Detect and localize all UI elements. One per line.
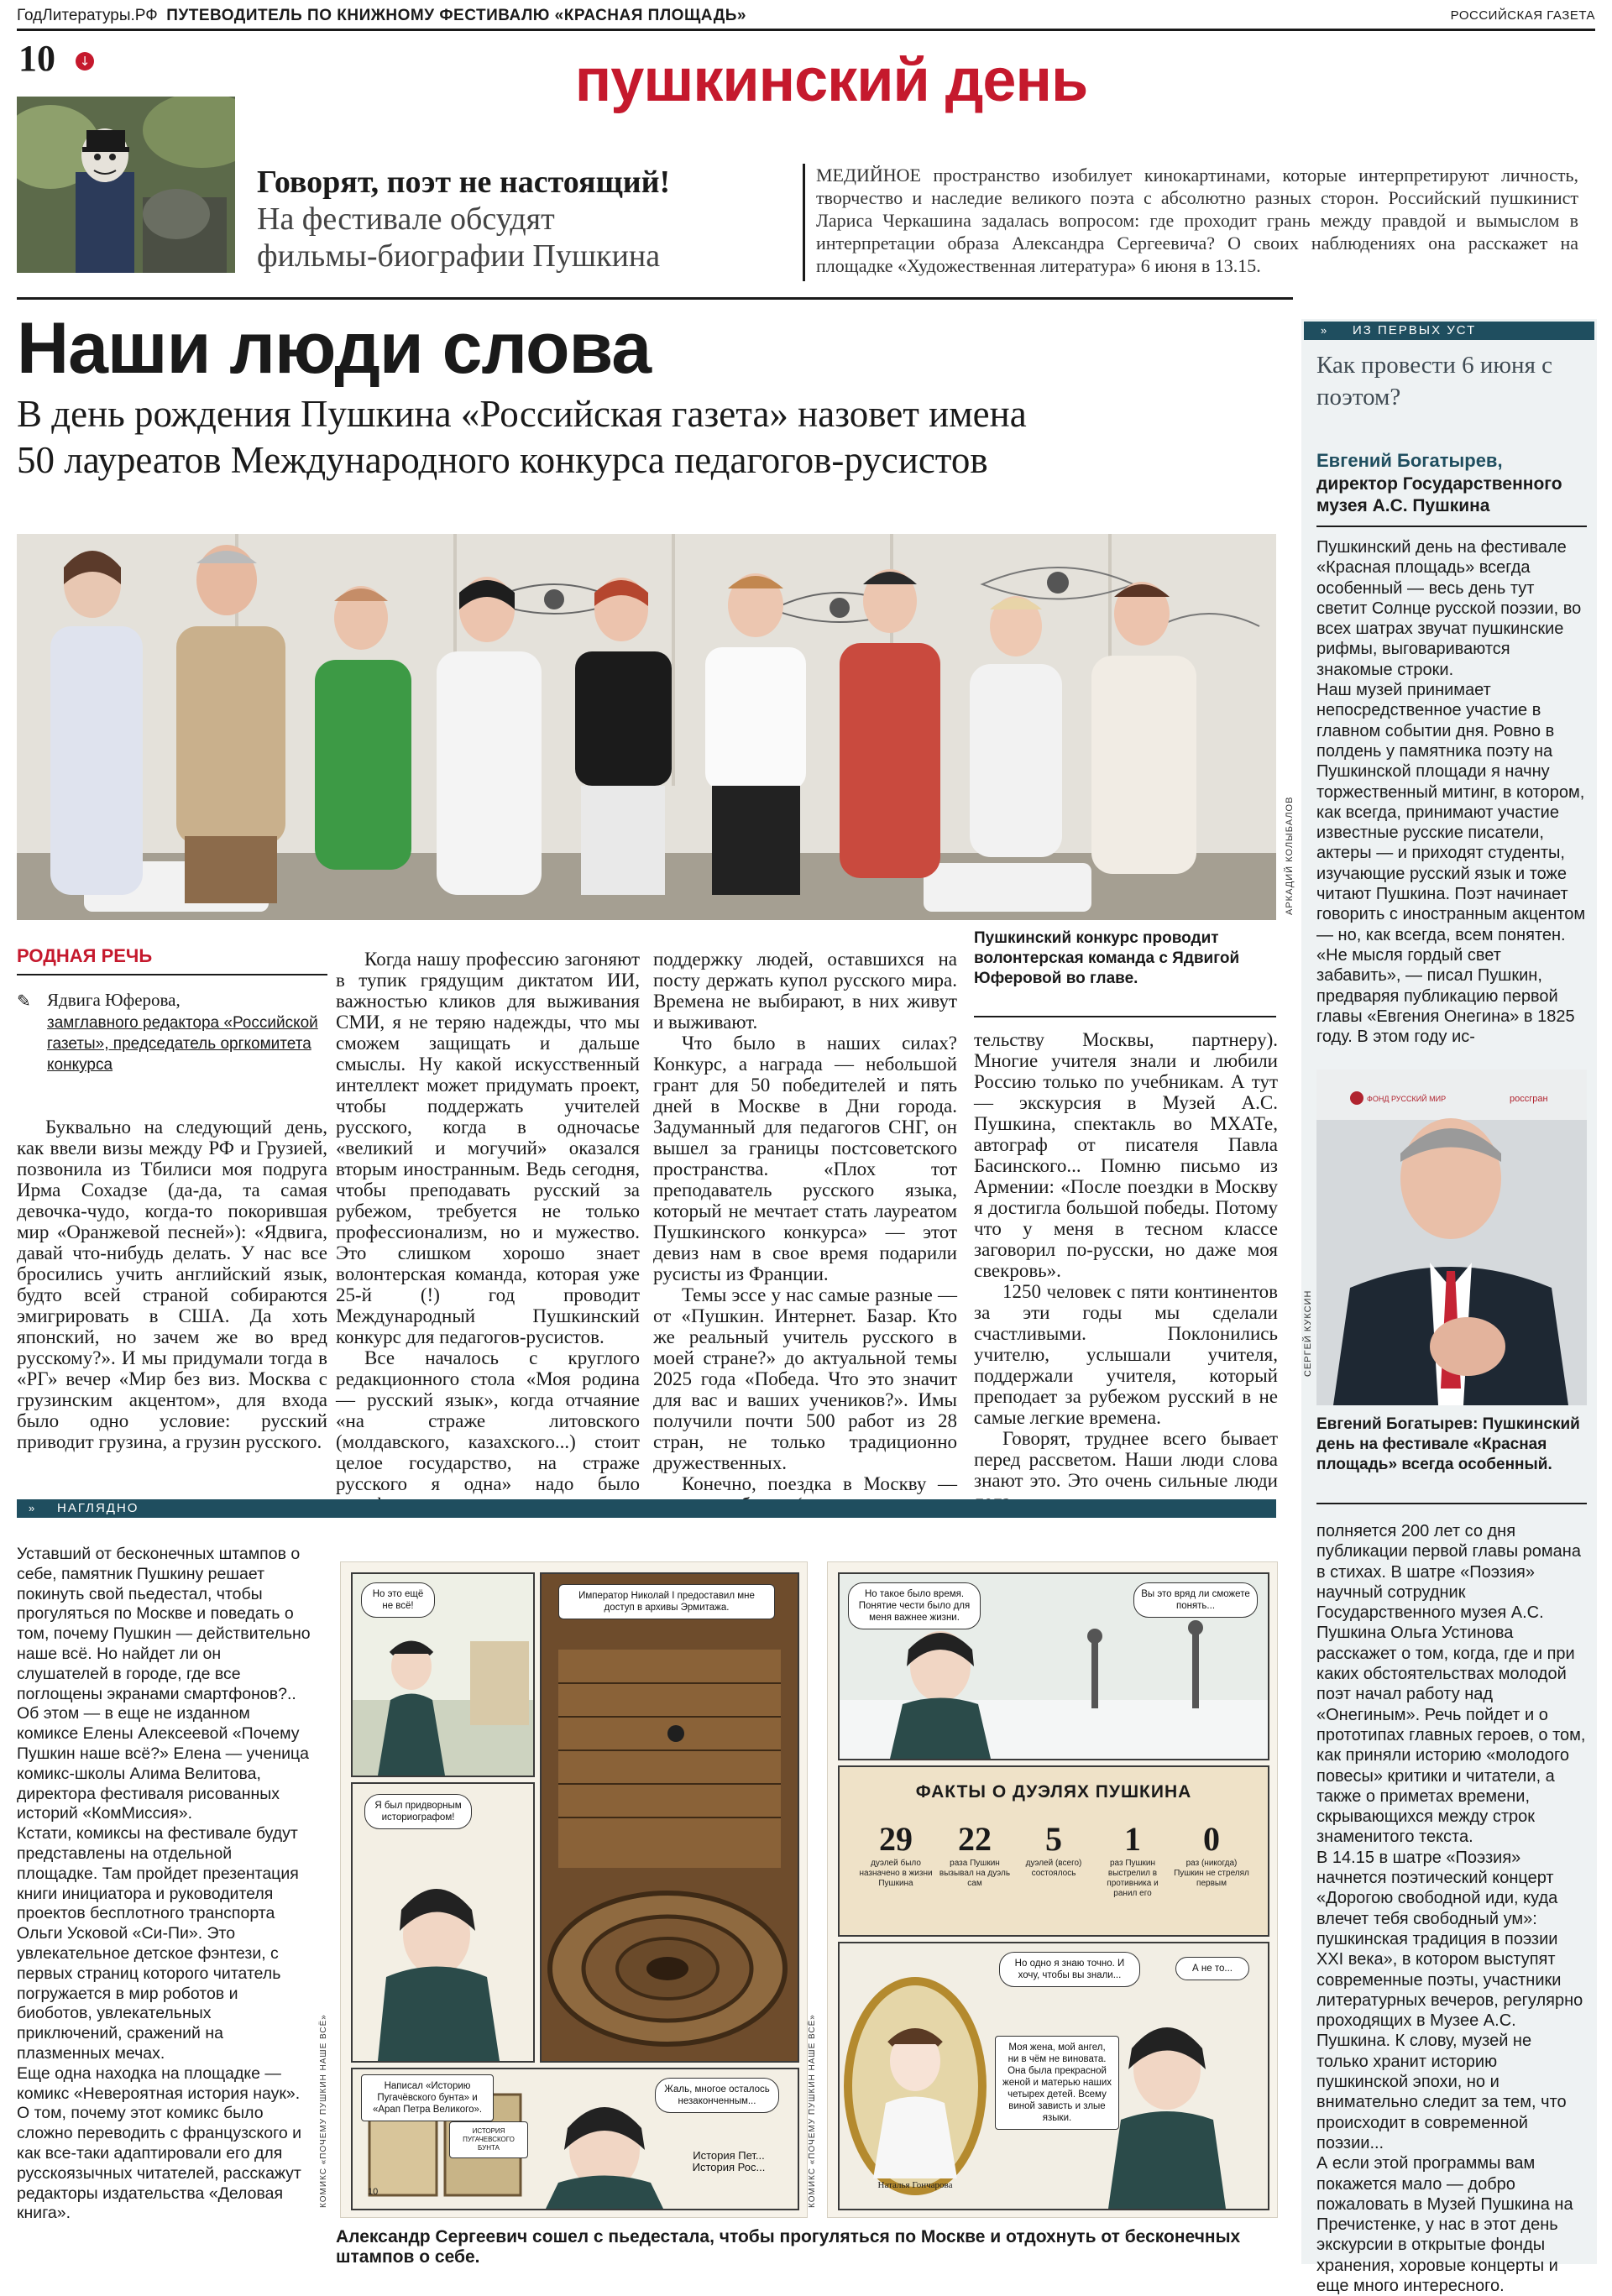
comic-panel-5 <box>838 1572 1269 1760</box>
library-spiral <box>542 1574 798 2061</box>
sidebar-paragraph-4: полняется 200 лет со дня публикации первой главы романа в стихах. В шатре «Поэзия» научный сотрудник Государственного музея А.С. Пушкина Ольга Устинова расскажет о том, когда, где и при каких обстоятельствах молодой поэт начал работу над «Онегиным». Речь пойдет и о прототипах главных героев, о том, как приняли историю «молодого повесы» критики и читатели, а также о приметах времени, скрывающихся между строк знаменитого текста. <box>1316 1522 1586 1847</box>
sidebar-paragraph-3: «Не мысля гордый свет забавить», — писал Пушкин, предваряя публикацию первой главы «Евгения Онегина» в 1825 году. В этом году ис- <box>1316 945 1575 1047</box>
portrait-name-plate: Наталья Гончарова <box>877 2180 953 2190</box>
sidebar-person-position: директор Государственного музея А.С. Пушкина <box>1316 474 1562 515</box>
caption-rule <box>974 1016 1276 1017</box>
guide-title: ПУТЕВОДИТЕЛЬ ПО КНИЖНОМУ ФЕСТИВАЛЮ «КРАСНАЯ ПЛОЩАДЬ» <box>166 7 746 24</box>
section-label[interactable]: РОДНАЯ РЕЧЬ <box>17 945 153 966</box>
fact-label: дуэлей было назначено в жизни Пушкина <box>859 1859 933 1888</box>
fact-number: 22 <box>958 1820 992 1858</box>
article-column-2 <box>336 949 640 1515</box>
fact-number: 29 <box>879 1820 913 1858</box>
page-number: 10 <box>18 38 55 79</box>
rubric-title: пушкинский день <box>574 47 1088 114</box>
publication-name: РОССИЙСКАЯ ГАЗЕТА <box>1450 8 1595 23</box>
deck-line-2: 50 лауреатов Международного конкурса педагогов-русистов <box>17 439 988 481</box>
sidebar-paragraph-6: А если этой программы вам покажется мало — добро пожаловать в Музей Пушкина на Пречистенке, у нас в этот день экскурсии в открытые фонды хранения, хоровые концерты и еще много интересного. <box>1316 2154 1573 2295</box>
comic-credit-left: КОМИКС «ПОЧЕМУ ПУШКИН НАШЕ ВСЁ» <box>319 2014 328 2208</box>
comic-bubble-7: Но такое было время. Понятие чести было для меня важнее жизни. <box>848 1582 981 1629</box>
top-rule <box>17 29 1595 31</box>
col4-paragraph-2: 1250 человек с пяти континентов за эти годы мы сделали счастливыми. Поклонились учителю, услышали учителя, поддержали учителя, который преподает за рубежом русский в не самые легкие времена. <box>974 1281 1278 1428</box>
comic-bubble-2: Я был придворным историографом! <box>364 1794 472 1829</box>
col3-paragraph-3: Темы эссе у нас самые разные — от «Пушкин. Интернет. Базар. Кто же реальный учитель русского в моей стране?» до актуальной темы 2025 года «Победа. Что это значит для вас и ваших учеников?». Имы получили почти 500 работ из 28 стран, не только традиционно дружественных. <box>653 1284 957 1473</box>
nagliadno-paragraph-3: Кстати, комиксы на фестивале будут представлены на отдельной площадке. Там пройдет презентация книги инициатора и руководителя проектов бесплотного транспорта Ольги Усковой «Си-Пи». Это увлекательное детское фэнтези, с первых страниц которого читатель погружается в мир роботов и биоботов, увлекательных приключений, сражений на плазменных мечах. <box>17 1824 299 2063</box>
fact-item <box>937 1819 1013 1889</box>
col2-paragraph-2: Все началось с круглого редакционного стола «Моя родина — русский язык», когда отчаяние «на страже литовского (молдавского, казахского...) стоит целое государство, на страже русского я одна» надо было <box>336 1347 640 1494</box>
comic-panel-3 <box>540 1572 799 2063</box>
article-headline[interactable]: Наши люди слова <box>17 308 652 389</box>
nagliadno-text <box>17 1545 316 2224</box>
sidebar-tag-label: ИЗ ПЕРВЫХ УСТ <box>1353 323 1477 337</box>
article-deck <box>17 391 1276 484</box>
nagliadno-bar <box>17 1499 1276 1518</box>
col4-paragraph-1: тельству Москвы, партнеру). Многие учителя знали и любили Россию только по учебникам. А тут — экскурсия в Музей А.С. Пушкина, спектакль во МХАТе, автограф от писателя Павла Басинского... Помню письмо из Армении: «После поездки в Москву я достигла большой победы. Потому что у меня в тесном классе заговорил по-русски, но даже моя свекровь». <box>974 1029 1278 1281</box>
deck-line-1: В день рождения Пушкина «Российская газета» назовет имена <box>17 393 1027 435</box>
sidebar-person-name[interactable]: Евгений Богатырев, <box>1316 450 1503 471</box>
top-bar <box>17 7 1595 27</box>
duel-facts-panel <box>838 1765 1269 1937</box>
col3-paragraph-2: Что было в наших силах? Конкурс, а награда — небольшой грант для 50 победителей и пять дней в Москве в Дни города. Задуманный для педагогов СНГ, он вышел за границы постсоветского пространства. «Плох тот преподаватель русского языка, который не мечтает стать лауреатом Пушкинского конкурса» — этот девиз нам в свое время подарили русисты из Франции. <box>653 1033 957 1284</box>
duel-facts-row <box>858 1819 1249 1928</box>
teaser-headline-block <box>257 164 794 275</box>
fact-number: 5 <box>1045 1820 1062 1858</box>
fact-item <box>1095 1819 1170 1899</box>
fact-number: 0 <box>1203 1820 1220 1858</box>
sidebar-paragraph-1: Пушкинский день на фестивале «Красная площадь» всегда особенный — весь день тут светит Солнце русской поэзии, во всех шатрах звучат пушкинские рифмы, выговариваются знакомые строки. <box>1316 538 1582 679</box>
teaser-subhead-2: фильмы-биографии Пушкина <box>257 238 661 274</box>
article-column-3 <box>653 949 957 1515</box>
comic-bubble-10: А не то... <box>1175 1957 1249 1980</box>
sidebar-text-bottom <box>1316 1521 1587 2296</box>
comic-panel-6 <box>838 1942 1269 2210</box>
author-name[interactable]: Ядвига Юферова, <box>47 990 181 1010</box>
group-photo-illustration <box>17 534 1276 920</box>
section-rule <box>17 974 327 975</box>
comic-bubble-8: Вы это вряд ли сможете понять... <box>1133 1582 1258 1618</box>
col1-paragraph: Буквально на следующий день, как ввели визы между РФ и Грузией, позвонила из Тбилиси моя подруга Ирма Сохадзе (да-да, та самая девочка-чудо, когда-то покорившая мир «Оранжевой песней»): «Ядвига, давай что-нибудь делать. У нас все бросились учить английский язык, будто всей страной собираются эмигрировать в США. Да хоть японский, но зачем же во вред русскому?». И мы придумали тогда в «РГ» вечер «Мир без виз. Москва с грузинским акцентом», для входа было одно условие: русский приводит грузина, а грузин русского. <box>17 1117 327 1452</box>
logo-rossgran: россгран <box>1510 1094 1548 1104</box>
fact-number: 1 <box>1124 1820 1141 1858</box>
portrait-caption: Евгений Богатырев: Пушкинский день на фестивале «Красная площадь» всегда особенный. <box>1316 1415 1580 1473</box>
comic-bubble-5: Жаль, многое осталось незаконченным... <box>655 2078 779 2113</box>
comic-panel-1 <box>351 1572 535 1777</box>
down-arrow-icon: ↓ <box>76 52 94 71</box>
comic-caption: Александр Сергеевич сошел с пьедестала, чтобы прогуляться по Москве и отдохнуть от бесконечных штампов о себе. <box>336 2227 1241 2267</box>
author-position: замглавного редактора «Российской газеты», председатель оргкомитета конкурса <box>47 1014 318 1074</box>
duel-facts-title: ФАКТЫ О ДУЭЛЯХ ПУШКИНА <box>915 1782 1192 1802</box>
comic-credit-right: КОМИКС «ПОЧЕМУ ПУШКИН НАШЕ ВСЁ» <box>808 2014 817 2208</box>
comic-bubble-4: Написал «Историю Пугачёвского бунта» и «Арап Петра Великого». <box>361 2074 494 2121</box>
sidebar-paragraph-5: В 14.15 в шатре «Поэзия» начнется поэтический концерт «Дорогою свободной иди, куда влечет тебя свободный ум»: пушкинская традиция в поэзии XXI века», в котором выступят современные поэты, участники литературных вечеров, регулярно проходящих в Музее А.С. Пушкина. К слову, музей не только хранит историю пушкинской эпохи, но и внимательно следит за тем, что происходит в современной поэзии... <box>1316 1848 1583 2152</box>
site-name[interactable]: ГодЛитературы.РФ <box>17 7 158 24</box>
double-chevron-icon: » <box>1321 324 1329 337</box>
comic-page-left-number: 10 <box>368 2187 379 2197</box>
group-photo[interactable] <box>17 534 1276 920</box>
sidebar-rule <box>1316 526 1587 527</box>
nagliadno-paragraph-2: Об этом — в еще не изданном комиксе Елены Алексеевой «Почему Пушкин наше всё?» Елена — ученица комикс-школы Алима Велитова, директора фестиваля рисованных историй «КомМиссия». <box>17 1704 309 1823</box>
sidebar-question: Как провести 6 июня с поэтом? <box>1316 352 1553 411</box>
article-column-1 <box>17 1117 327 1452</box>
sidebar-rule-2 <box>1316 1503 1587 1504</box>
fact-label: раз (никогда) Пушкин не стрелял первым <box>1174 1859 1249 1888</box>
comic-book-title: ИСТОРИЯ ПУГАЧЕВСКОГО БУНТА <box>449 2121 528 2158</box>
comic-panel-4 <box>351 2068 799 2210</box>
teaser-text: МЕДИЙНОЕ пространство изобилует кинокартинами, которые интерпретируют личность, творчество и наследие великого поэта с абсолютно разных сторон. Российский пушкинист Лариса Черкашина задалась вопросом: где проходит грань между правдой и вымыслом в интерпретации образа Александра Сергеевича? О своих наблюдениях она расскажет на площадке «Художественная литература» 6 июня в 13.15. <box>816 165 1578 276</box>
comic-bubble-6: История Пет... История Рос... <box>676 2145 782 2178</box>
comic-bubble-1: Но это ещё не всё! <box>361 1582 435 1618</box>
col2-paragraph-1: Когда нашу профессию загоняют в тупик грядущим диктатом ИИ, важностью кликов для выживания СМИ, я не теряю надежды, что мы сможем защищать и дальше смыслы. Ну какой искусственный интеллект может придумать проект, чтобы поддержать учителей русского, когда в одночасье «великий и могучий» оказался вторым иностранным. Ведь сегодня, чтобы преподавать русский за рубежом, требуется не только профессионализм, но и мужество. Это слишком хорошо знает волонтерская команда, которая уже 25-й (!) год проводит Международный Пушкинский конкурс для педагогов-русистов. <box>336 949 640 1347</box>
teaser-rule <box>17 297 1293 300</box>
sidebar-portrait[interactable] <box>1316 1070 1587 1405</box>
logo-russkiy-mir: ФОНД РУССКИЙ МИР <box>1367 1095 1447 1103</box>
thumbnail-illustration <box>17 97 235 273</box>
portrait-credit: СЕРГЕЙ КУКСИН <box>1303 1289 1313 1377</box>
fact-item <box>1174 1819 1249 1889</box>
teaser-headline[interactable]: Говорят, поэт не настоящий! <box>257 165 671 200</box>
teaser-divider <box>803 164 805 281</box>
comic-page-right[interactable] <box>827 1561 1278 2218</box>
article-column-4 <box>974 1029 1278 1512</box>
teaser-thumbnail[interactable] <box>17 97 235 273</box>
nagliadno-label: НАГЛЯДНО <box>57 1501 139 1515</box>
col4-paragraph-3: Говорят, труднее всего бывает перед рассветом. Наши люди слова знают это. Это очень сильные люди <box>974 1428 1278 1491</box>
sidebar-paragraph-2: Наш музей принимает непосредственное участие в главном событии дня. Ровно в полдень у памятника поэту на Пушкинской площади я начну торжественный митинг, в котором, как всегда, принимают участие известные русские писатели, актеры — и приходят студенты, изучающие русский язык и тоже читают Пушкина. Поэт начинает говорить с иностранным акцентом — но, как всегда, всем понятен. <box>1316 681 1586 944</box>
comic-page-left[interactable] <box>340 1561 808 2218</box>
fact-item <box>858 1819 934 1889</box>
fact-item <box>1016 1819 1091 1879</box>
fact-label: раз Пушкин выстрелил в противника и ранил его <box>1107 1859 1159 1898</box>
teaser-subhead-1: На фестивале обсудят <box>257 201 555 237</box>
photo-credit: АРКАДИЙ КОЛЫБАЛОВ <box>1285 796 1295 915</box>
comic-bubble-3: Император Николай I предоставил мне доступ в архивы Эрмитажа. <box>558 1584 775 1619</box>
comic-bubble-9: Но одно я знаю точно. И хочу, чтобы вы знали... <box>999 1952 1140 1987</box>
double-chevron-icon: » <box>29 1502 37 1514</box>
nagliadno-paragraph-4: Еще одна находка на площадке — комикс «Невероятная история наук». О том, почему этот комикс было сложно переводить с французского и как все-таки адаптировали его для русскоязычных читателей, расскажут редакторы издательства «Деловая книга». <box>17 2063 301 2223</box>
fact-label: дуэлей (всего) состоялось <box>1025 1859 1082 1878</box>
fact-label: раза Пушкин вызывал на дуэль сам <box>939 1859 1011 1888</box>
portrait-illustration <box>1316 1070 1587 1405</box>
comic-panel-2 <box>351 1782 535 2063</box>
photo-caption: Пушкинский конкурс проводит волонтерская команда с Ядвигой Юферовой во главе. <box>974 929 1240 987</box>
sidebar-tag <box>1304 322 1594 340</box>
top-bar-left <box>17 7 746 25</box>
nagliadno-paragraph-1: Уставший от бесконечных штампов о себе, памятник Пушкину решает покинуть свой пьедестал, чтобы прогуляться по Москве и поведать о том, почему Пушкин — действительно наше всё. Но найдет ли он слушателей в городе, где все поглощены экранами смартфонов?.. <box>17 1545 311 1703</box>
col3-paragraph-4: Конечно, поездка в Москву — <box>682 1473 957 1494</box>
sidebar-text-top <box>1316 537 1587 1047</box>
pen-icon: ✎ <box>17 992 31 1011</box>
col3-paragraph-1: поддержку людей, оставшихся на посту держать купол русского мира. Времена не выбирают, в них живут и выживают. <box>653 949 957 1033</box>
comic-bubble-11: Моя жена, мой ангел, ни в чём не виновата. Она была прекрасной женой и матерью наших четырех детей. Всему виной зависть и злые языки. <box>995 2036 1119 2130</box>
